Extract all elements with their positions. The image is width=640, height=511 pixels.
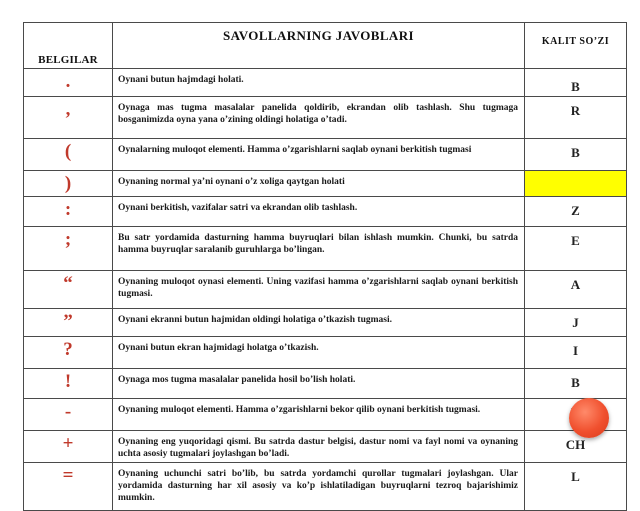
row-symbol: =	[24, 463, 113, 511]
row-symbol: (	[24, 139, 113, 171]
row-answer: Oynani butun ekran hajmidagi holatga o’tkazish.	[113, 337, 525, 369]
row-answer: Oynaning uchunchi satri bo’lib, bu satrda yordamchi qurollar tugmalari joylashgan. Ular yordamida dasturning har xil asosiy va ko’p ishlatiladigan buyruqlarni tezroq bajarishimiz mumkin.	[113, 463, 525, 511]
row-key: A	[525, 271, 627, 309]
row-answer: Oynani berkitish, vazifalar satri va ekrandan olib tashlash.	[113, 197, 525, 227]
table-row	[24, 69, 627, 97]
row-answer: Oynaning muloqot oynasi elementi. Uning vazifasi hamma o’zgarishlarni saqlab oynani berkitish tugmasi.	[113, 271, 525, 309]
row-key: B	[525, 369, 627, 399]
key-word-header: KALIT SO’ZI	[525, 23, 627, 69]
table-row	[24, 431, 627, 463]
table-row	[24, 227, 627, 271]
row-key-highlighted	[525, 171, 627, 197]
row-symbol: “	[24, 271, 113, 309]
row-key: B	[525, 139, 627, 171]
row-key: CH	[525, 431, 627, 463]
row-answer: Oynaning eng yuqoridagi qismi. Bu satrda dastur belgisi, dastur nomi va fayl nomi va oynaning uchta asosiy tugmalari joylashgan bo’ladi.	[113, 431, 525, 463]
row-answer: Oynani ekranni butun hajmidan oldingi holatiga o’tkazish tugmasi.	[113, 309, 525, 337]
answer-key-table	[23, 22, 627, 511]
row-symbol: ”	[24, 309, 113, 337]
row-key: Z	[525, 197, 627, 227]
row-key: E	[525, 227, 627, 271]
table-row	[24, 97, 627, 139]
row-key: L	[525, 463, 627, 511]
row-symbol: ;	[24, 227, 113, 271]
table-row	[24, 171, 627, 197]
row-key: J	[525, 309, 627, 337]
row-key: B	[525, 69, 627, 97]
table-header-row	[24, 23, 627, 69]
row-symbol: ,	[24, 97, 113, 139]
row-symbol: +	[24, 431, 113, 463]
row-symbol: ?	[24, 337, 113, 369]
row-symbol: -	[24, 399, 113, 431]
row-key: I	[525, 337, 627, 369]
table-row	[24, 197, 627, 227]
row-answer: Oynaga mos tugma masalalar panelida hosil bo’lish holati.	[113, 369, 525, 399]
row-symbol: .	[24, 69, 113, 97]
row-answer: Oynani butun hajmdagi holati.	[113, 69, 525, 97]
row-answer: Oynaning normal ya’ni oynani o’z xoliga qaytgan holati	[113, 171, 525, 197]
symbols-header: BELGILAR	[24, 23, 113, 69]
row-symbol: :	[24, 197, 113, 227]
row-symbol: )	[24, 171, 113, 197]
table-row	[24, 139, 627, 171]
table-row	[24, 463, 627, 511]
row-key: R	[525, 97, 627, 139]
row-answer: Bu satr yordamida dasturning hamma buyruqlari bilan ishlash mumkin. Chunki, bu satrda hamma buyruqlar saralanib guruhlarga bo’lingan.	[113, 227, 525, 271]
row-answer: Oynaning muloqot elementi. Hamma o’zgarishlarni bekor qilib oynani berkitish tugmasi.	[113, 399, 525, 431]
table-row	[24, 369, 627, 399]
table-row	[24, 337, 627, 369]
table-row	[24, 309, 627, 337]
table-row	[24, 271, 627, 309]
row-answer: Oynalarning muloqot elementi. Hamma o’zgarishlarni saqlab oynani berkitish tugmasi	[113, 139, 525, 171]
decorative-circle-badge	[569, 398, 609, 438]
row-answer: Oynaga mas tugma masalalar panelida qoldirib, ekrandan olib tashlash. Shu tugmaga bosganimizda oyna yana o’zining oldingi holatiga o’tadi.	[113, 97, 525, 139]
answers-header: SAVOLLARNING JAVOBLARI	[113, 23, 525, 69]
table-row	[24, 399, 627, 431]
row-symbol: !	[24, 369, 113, 399]
